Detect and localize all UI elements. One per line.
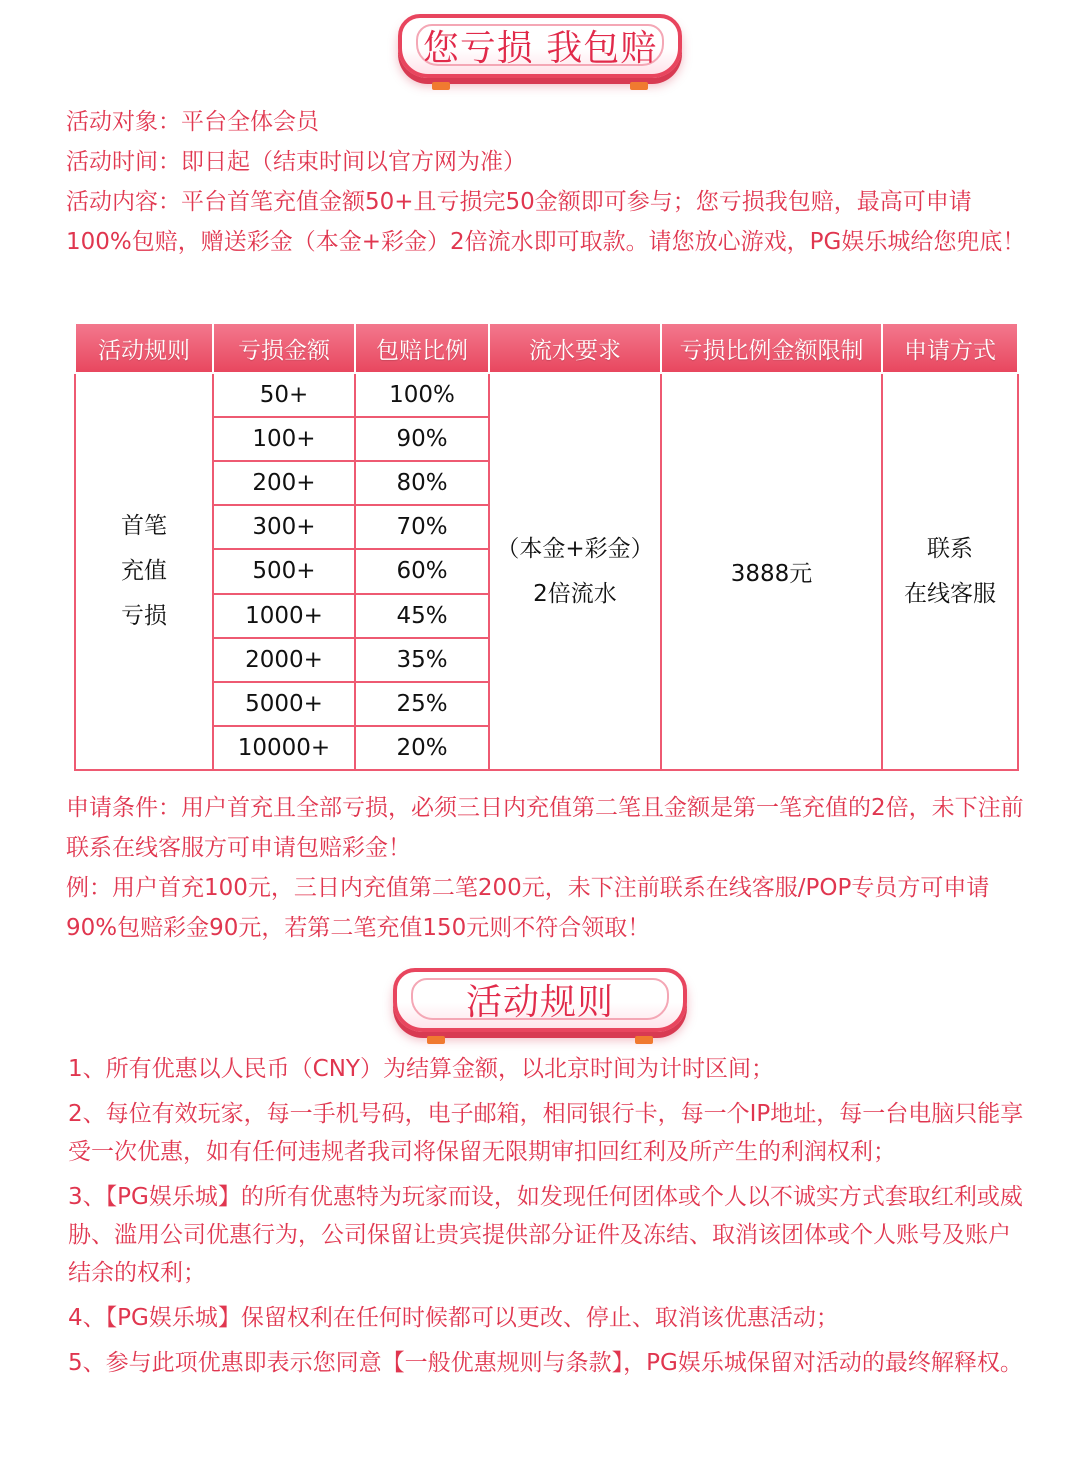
- ratio-cell: 80%: [355, 461, 489, 505]
- loss-amount-cell: 100+: [213, 417, 355, 461]
- limit-cell: 3888元: [661, 373, 882, 770]
- banner-foot-right: [635, 1036, 653, 1044]
- header-loss-amount: 亏损金额: [213, 323, 355, 373]
- header-limit: 亏损比例金额限制: [661, 323, 882, 373]
- loss-amount-cell: 300+: [213, 505, 355, 549]
- rule-item: 2、每位有效玩家，每一手机号码，电子邮箱，相同银行卡，每一个IP地址，每一台电脑只能享受一次优惠，如有任何违规者我司将保留无限期审扣回红利及所产生的利润权利；: [68, 1101, 1024, 1165]
- ratio-cell: 20%: [355, 726, 489, 770]
- intro-content: 活动内容：平台首笔充值金额50+且亏损完50金额即可参与；您亏损我包赔，最高可申请100%包赔，赠送彩金（本金+彩金）2倍流水即可取款。请您放心游戏，PG娱乐城给您兜底！: [66, 189, 1026, 255]
- title-banner: [398, 14, 682, 78]
- rule-line: 亏损: [121, 603, 167, 629]
- header-compensation-ratio: 包赔比例: [355, 323, 489, 373]
- banner-title: 活动规则: [465, 982, 614, 1023]
- rule-item: 5、参与此项优惠即表示您同意【一般优惠规则与条款】，PG娱乐城保留对活动的最终解释权。: [68, 1350, 1023, 1376]
- ratio-cell: 60%: [355, 549, 489, 593]
- ratio-cell: 100%: [355, 373, 489, 417]
- intro-section: [66, 102, 1030, 262]
- banner-foot-right: [630, 82, 648, 90]
- conditions-text: 申请条件：用户首充且全部亏损，必须三日内充值第二笔且金额是第一笔充值的2倍，未下注前联系在线客服方可申请包赔彩金！: [66, 795, 1024, 861]
- banner-foot-left: [432, 82, 450, 90]
- flow-line: （本金+彩金）: [496, 535, 654, 562]
- apply-cell: [882, 373, 1018, 770]
- header-rule: 活动规则: [75, 323, 213, 373]
- rule-line: 充值: [121, 558, 167, 584]
- example-text: 例：用户首充100元，三日内充值第二笔200元，未下注前联系在线客服/POP专员方可申请90%包赔彩金90元，若第二笔充值150元则不符合领取！: [66, 875, 990, 941]
- intro-audience: 活动对象：平台全体会员: [66, 109, 319, 135]
- promo-table: [74, 322, 1019, 771]
- ratio-cell: 90%: [355, 417, 489, 461]
- loss-amount-cell: 10000+: [213, 726, 355, 770]
- loss-amount-cell: 50+: [213, 373, 355, 417]
- header-flow-requirement: 流水要求: [489, 323, 661, 373]
- table-row: [75, 373, 1018, 417]
- rules-list: [68, 1050, 1032, 1389]
- loss-amount-cell: 5000+: [213, 682, 355, 726]
- loss-amount-cell: 200+: [213, 461, 355, 505]
- flow-line: 2倍流水: [533, 580, 617, 607]
- table-header-row: [75, 323, 1018, 373]
- rules-banner: [393, 968, 687, 1032]
- flow-cell: [489, 373, 661, 770]
- ratio-cell: 45%: [355, 594, 489, 638]
- ratio-cell: 35%: [355, 638, 489, 682]
- loss-amount-cell: 1000+: [213, 594, 355, 638]
- banner-title: 您亏损 我包赔: [422, 28, 658, 69]
- loss-amount-cell: 2000+: [213, 638, 355, 682]
- intro-time: 活动时间：即日起（结束时间以官方网为准）: [66, 149, 526, 175]
- loss-amount-cell: 500+: [213, 549, 355, 593]
- rule-item: 3、【PG娱乐城】的所有优惠特为玩家而设，如发现任何团体或个人以不诚实方式套取红利或威胁、滥用公司优惠行为，公司保留让贵宾提供部分证件及冻结、取消该团体或个人账号及账户结余的权利；: [68, 1184, 1023, 1286]
- banner-foot-left: [427, 1036, 445, 1044]
- ratio-cell: 70%: [355, 505, 489, 549]
- header-apply-method: 申请方式: [882, 323, 1018, 373]
- rule-cell: [75, 373, 213, 770]
- rule-line: 首笔: [121, 513, 167, 539]
- apply-line: 在线客服: [904, 580, 996, 607]
- rule-item: 4、【PG娱乐城】保留权利在任何时候都可以更改、停止、取消该优惠活动；: [68, 1305, 839, 1331]
- rule-item: 1、所有优惠以人民币（CNY）为结算金额，以北京时间为计时区间；: [68, 1056, 774, 1082]
- conditions-section: [66, 788, 1030, 948]
- ratio-cell: 25%: [355, 682, 489, 726]
- apply-line: 联系: [927, 535, 973, 562]
